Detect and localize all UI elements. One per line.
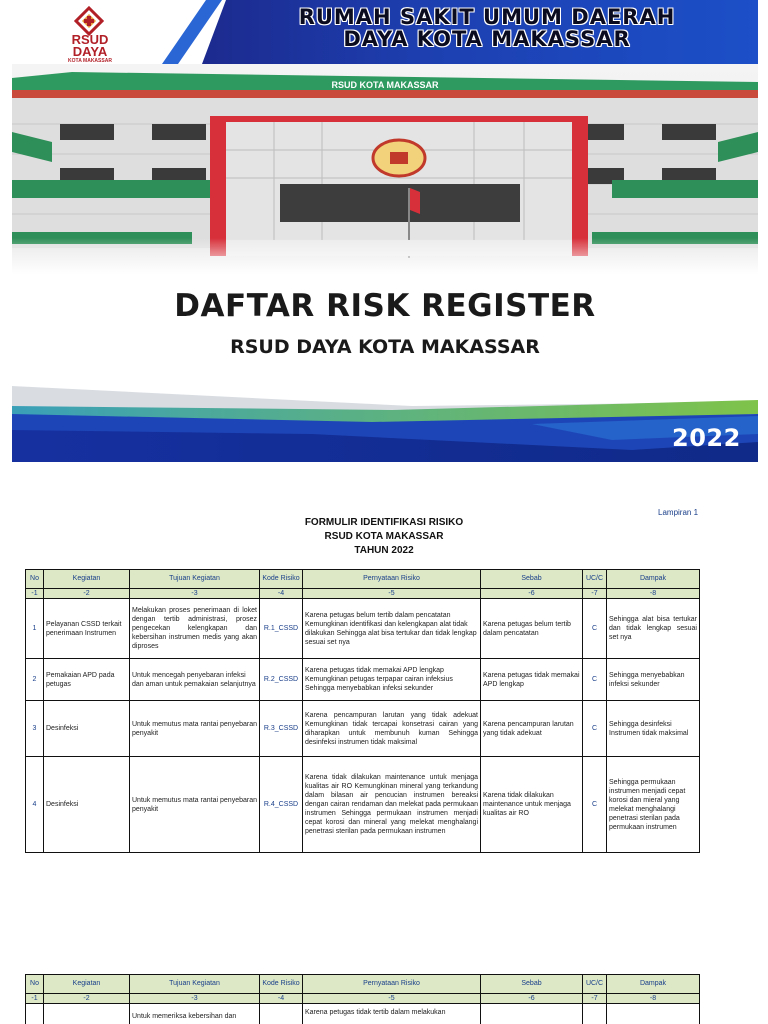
row-sebab: Karena tidak dilakukan maintenance untuk menjaga kualitas air RO xyxy=(481,757,583,853)
row-kegiatan: Pelayanan CSSD terkait penerimaan Instrumen xyxy=(44,599,130,659)
row-tujuan: Untuk memutus mata rantai penyebaran penyakit xyxy=(130,701,260,757)
building-fade xyxy=(12,238,758,278)
row-no xyxy=(26,1004,44,1024)
logo-name-line-2: DAYA xyxy=(72,44,108,59)
col-number: -8 xyxy=(607,589,700,599)
row-uc: C xyxy=(583,701,607,757)
table-row xyxy=(26,659,700,701)
row-no: 4 xyxy=(26,757,44,853)
cover-subtitle: RSUD DAYA KOTA MAKASSAR xyxy=(230,336,540,358)
row-no: 2 xyxy=(26,659,44,701)
row-no: 1 xyxy=(26,599,44,659)
row-dampak xyxy=(607,1004,700,1024)
col-header-pernyataan: Pernyataan Risiko xyxy=(303,975,481,994)
col-header-dampak: Dampak xyxy=(607,570,700,589)
col-number: -5 xyxy=(303,589,481,599)
cover-page xyxy=(12,0,758,462)
hospital-name-header xyxy=(222,6,752,50)
col-number: -3 xyxy=(130,589,260,599)
col-number: -7 xyxy=(583,589,607,599)
col-header-no: No xyxy=(26,570,44,589)
logo-subtext: KOTA MAKASSAR xyxy=(68,58,112,64)
col-header-tujuan: Tujuan Kegiatan xyxy=(130,570,260,589)
risk-identification-table-continued xyxy=(25,974,700,1024)
row-tujuan: Untuk memeriksa kebersihan dan xyxy=(130,1004,260,1024)
col-number: -4 xyxy=(260,994,303,1004)
table-row xyxy=(26,701,700,757)
row-kode: R.1_CSSD xyxy=(260,599,303,659)
col-number: -3 xyxy=(130,994,260,1004)
table-row xyxy=(26,1004,700,1024)
col-header-tujuan: Tujuan Kegiatan xyxy=(130,975,260,994)
row-pernyataan: Karena petugas belum tertib dalam pencatatan Kemungkinan identifikasi dan kelengkapan alat tidak dilakukan Sehingga alat bisa tertukar dan tidak lengkap sesuai set nya xyxy=(303,599,481,659)
col-header-sebab: Sebab xyxy=(481,975,583,994)
row-kegiatan xyxy=(44,1004,130,1024)
col-header-sebab: Sebab xyxy=(481,570,583,589)
row-kegiatan: Pemakaian APD pada petugas xyxy=(44,659,130,701)
row-kegiatan: Desinfeksi xyxy=(44,701,130,757)
decorative-waves xyxy=(12,380,758,462)
row-no: 3 xyxy=(26,701,44,757)
cover-year: 2022 xyxy=(672,424,741,452)
row-pernyataan: Karena petugas tidak memakai APD lengkap Kemungkinan petugas terpapar cairan infeksius Sehingga menyebabkan infeksi sekunder xyxy=(303,659,481,701)
col-number: -6 xyxy=(481,994,583,1004)
form-title-line-2: RSUD KOTA MAKASSAR xyxy=(324,531,444,542)
building-sign: RSUD KOTA MAKASSAR xyxy=(331,80,439,90)
col-number: -4 xyxy=(260,589,303,599)
attachment-label: Lampiran 1 xyxy=(658,508,699,517)
row-sebab: Karena petugas tidak memakai APD lengkap xyxy=(481,659,583,701)
table-row xyxy=(26,599,700,659)
table-header-row xyxy=(26,570,700,589)
column-number-row xyxy=(26,589,700,599)
form-title-line-3: TAHUN 2022 xyxy=(354,545,414,556)
col-number: -6 xyxy=(481,589,583,599)
col-header-kegiatan: Kegiatan xyxy=(44,975,130,994)
header-line-2: DAYA KOTA MAKASSAR xyxy=(343,27,631,51)
table-header-row xyxy=(26,975,700,994)
column-number-row xyxy=(26,994,700,1004)
logo-name-line-1: RSUD xyxy=(71,32,109,47)
col-number: -1 xyxy=(26,589,44,599)
row-kegiatan: Desinfeksi xyxy=(44,757,130,853)
row-pernyataan: Karena pencampuran larutan yang tidak adekuat Kemungkinan tidak tercapai konsetrasi cairan yang diharapkan untuk membunuh kuman Sehingga desinfeksi instrumen tidak maksimal xyxy=(303,701,481,757)
col-header-pernyataan: Pernyataan Risiko xyxy=(303,570,481,589)
col-header-uc: UC/C xyxy=(583,570,607,589)
col-number: -8 xyxy=(607,994,700,1004)
col-number: -2 xyxy=(44,589,130,599)
row-sebab: Karena petugas belum tertib dalam pencatatan xyxy=(481,599,583,659)
row-uc: C xyxy=(583,599,607,659)
col-header-kode: Kode Risiko xyxy=(260,570,303,589)
row-uc xyxy=(583,1004,607,1024)
cover-title: DAFTAR RISK REGISTER xyxy=(174,288,596,324)
logo-text xyxy=(46,34,134,58)
row-dampak: Sehingga menyebabkan infeksi sekunder xyxy=(607,659,700,701)
col-number: -7 xyxy=(583,994,607,1004)
row-kode: R.2_CSSD xyxy=(260,659,303,701)
row-uc: C xyxy=(583,659,607,701)
col-header-dampak: Dampak xyxy=(607,975,700,994)
col-number: -1 xyxy=(26,994,44,1004)
row-kode: R.3_CSSD xyxy=(260,701,303,757)
table-row xyxy=(26,757,700,853)
col-number: -5 xyxy=(303,994,481,1004)
col-header-kegiatan: Kegiatan xyxy=(44,570,130,589)
rsud-daya-logo xyxy=(46,2,134,62)
row-dampak: Sehingga desinfeksi Instrumen tidak maksimal xyxy=(607,701,700,757)
col-number: -2 xyxy=(44,994,130,1004)
row-sebab xyxy=(481,1004,583,1024)
row-uc: C xyxy=(583,757,607,853)
col-header-kode: Kode Risiko xyxy=(260,975,303,994)
row-tujuan: Melakukan proses penerimaan di loket dengan tertib administrasi, prosez pengecekan kelengkapan dan kebersihan instrumen medis yang akan diproses xyxy=(130,599,260,659)
row-pernyataan: Karena tidak dilakukan maintenance untuk menjaga kualitas air RO Kemungkinan mineral yang terkandung dalam bilasan air pencucian instrumen bereaksi dengan cairan rendaman dan melekat pada permukaan instrumen Sehingga permukaan instrumen menjadi cepat korosi dan mineral yang melekat menghalangi penetrasi sterilan pada permukaan instrumen xyxy=(303,757,481,853)
row-sebab: Karena pencampuran larutan yang tidak adekuat xyxy=(481,701,583,757)
col-header-no: No xyxy=(26,975,44,994)
row-kode xyxy=(260,1004,303,1024)
row-tujuan: Untuk mencegah penyebaran infeksi dan aman untuk pemakaian selanjutnya xyxy=(130,659,260,701)
row-dampak: Sehingga alat bisa tertukar dan tidak lengkap sesuai set nya xyxy=(607,599,700,659)
col-header-uc: UC/C xyxy=(583,975,607,994)
row-dampak: Sehingga permukaan instrumen menjadi cepat korosi dan mieral yang melekat menghalangi penetrasi sterilan pada permukaan instrumen xyxy=(607,757,700,853)
row-tujuan: Untuk memutus mata rantai penyebaran penyakit xyxy=(130,757,260,853)
header-line-1: RUMAH SAKIT UMUM DAERAH xyxy=(298,5,676,29)
row-pernyataan: Karena petugas tidak tertib dalam melakukan xyxy=(303,1004,481,1024)
row-kode: R.4_CSSD xyxy=(260,757,303,853)
risk-identification-table xyxy=(25,569,700,853)
form-title-line-1: FORMULIR IDENTIFIKASI RISIKO xyxy=(304,517,464,528)
